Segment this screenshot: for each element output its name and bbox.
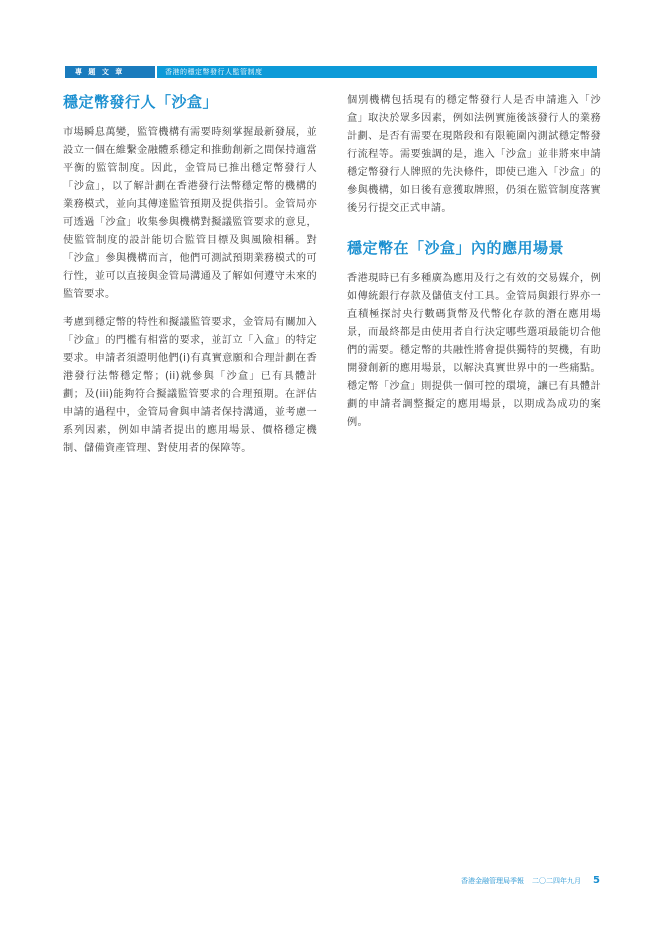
page-footer	[430, 874, 600, 888]
left-column	[63, 92, 317, 468]
publication-date: 二〇二四年九月	[532, 877, 582, 885]
page-number: 5	[593, 875, 600, 886]
paragraph: 市場瞬息萬變，監管機構有需要時刻掌握最新發展，並設立一個在維繫金融體系穩定和推動創新之間保持適當平衡的監管制度。因此，金管局已推出穩定幣發行人「沙盒」，以了解計劃在香港發行法幣穩定幣的機構的業務模式，並向其傳達監管預期及提供指引。金管局亦可透過「沙盒」收集參與機構對擬議監管要求的意見，使監管制度的設計能切合監管目標及與風險相稱。對「沙盒」參與機構而言，他們可測試預期業務模式的可行性，並可以直接與金管局溝通及了解如何遵守未來的監管要求。	[63, 127, 317, 300]
article-title-bar: 香港的穩定幣發行人監管制度	[157, 66, 597, 78]
section-banner	[65, 66, 597, 78]
right-column	[347, 92, 601, 442]
paragraph: 個別機構包括現有的穩定幣發行人是否申請進入「沙盒」取決於眾多因素，例如法例實施後該發行人的業務計劃、是否有需要在現階段和有限範圍內測試穩定幣發行流程等。需要強調的是，進入「沙盒」並非將來申請穩定幣發行人牌照的先決條件，即使已進入「沙盒」的參與機構，如日後有意獲取牌照，仍須在監管制度落實後另行提交正式申請。	[347, 95, 601, 214]
paragraph: 考慮到穩定幣的特性和擬議監管要求，金管局有關加入「沙盒」的門檻有相當的要求，並訂立「入盒」的特定要求。申請者須證明他們(i)有真實意願和合理計劃在香港發行法幣穩定幣；(ii)就參與「沙盒」已有具體計劃；及(iii)能夠符合擬議監管要求的合理預期。在評估申請的過程中，金管局會與申請者保持溝通，並考慮一系列因素，例如申請者提出的應用場景、價格穩定機制、儲備資產管理、對使用者的保障等。	[63, 317, 317, 454]
section-heading-sandbox: 穩定幣發行人「沙盒」	[63, 93, 219, 111]
paragraph: 香港現時已有多種廣為應用及行之有效的交易媒介，例如傳統銀行存款及儲值支付工具。金管局與銀行界亦一直積極探討央行數碼貨幣及代幣化存款的潛在應用場景，而最終都是由使用者自行決定哪些選項最能切合他們的需要。穩定幣的共融性將會提供獨特的契機，有助開發創新的應用場景，以解決真實世界中的一些痛點。穩定幣「沙盒」則提供一個可控的環境，讓已有具體計劃的申請者調整擬定的應用場景，以期成為成功的案例。	[347, 273, 601, 428]
publication-name: 香港金融管理局季報	[461, 877, 525, 885]
section-tag: 專 題 文 章	[65, 66, 155, 78]
section-heading-use-cases: 穩定幣在「沙盒」內的應用場景	[347, 239, 565, 257]
